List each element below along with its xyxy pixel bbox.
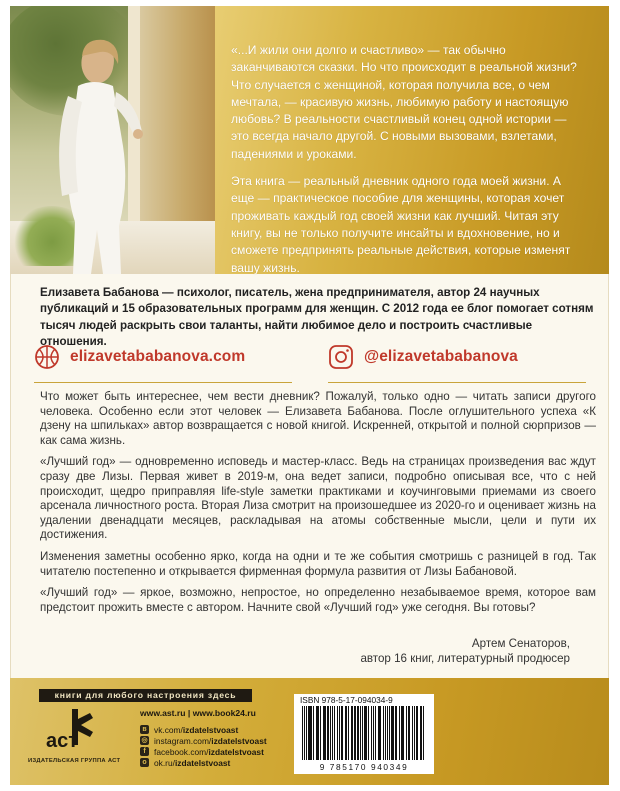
reviewer-role: автор 16 книг, литературный продюсер [360,651,570,665]
barcode-bar [304,706,305,760]
social-row-instagram[interactable]: ◎ instagram.com/izdatelstvoast [141,735,267,746]
barcode-bar [421,706,422,760]
barcode-bar [341,706,343,760]
barcode-bar [383,706,384,760]
facebook-icon: f [140,747,149,756]
social-links [10,344,609,384]
instagram-icon [328,344,354,370]
barcode-bar [408,706,409,760]
top-gold-band [10,6,609,274]
barcode-bar [306,706,307,760]
instagram-label: @elizavetababanova [364,348,518,365]
author-photo [10,6,215,274]
barcode-bar [368,706,369,760]
isbn-label: ISBN 978-5-17-094034-9 [300,695,393,705]
barcode-bar [416,706,418,760]
barcode-bar [379,706,381,760]
barcode-bar [366,706,367,760]
quote-paragraph: «...И жили они долго и счастливо» — так обычно заканчиваются сказки. Но что происходит в реальной жизни? Что случается с женщиной, которая получила все, о чем мечтала, — красивую жизнь, любимую работу и настоящую любовь? В реальности счастливый конец одной истории — это всегда начало другой. С новыми вызовами, взлетами, падениями и уроками. [231,43,577,161]
odnoklassniki-icon: о [140,758,149,767]
barcode-bar [414,706,415,760]
barcode-bar [348,706,349,760]
barcode-bar [402,706,403,760]
description-paragraph: Что может быть интереснее, чем вести дневник? Пожалуй, только одно — читать записи другого человека. Особенно если этот человек — Елизавета Бабанова. После оглушительного успеха «К дзену на шпильках» автор возвращается с новой книгой. Искренней, открытой и полной сюрпризов — как сама жизнь. [40,390,596,447]
barcode-bar [389,706,390,760]
divider [328,382,586,383]
website-label: elizavetababanova.com [70,348,246,365]
barcode-bar [334,706,335,760]
description-paragraph: «Лучший год» — яркое, возможно, непростое, но определенно незабываемое время, которое вам предстоит прожить вместе с автором. Начните свой «Лучший год» уже сегодня. Вы готовы? [40,586,596,614]
barcode-bar [393,706,394,760]
author-bio: Елизавета Бабанова — психолог, писатель, жена предпринимателя, автор 24 научных публикаций и 15 образовательных программ для женщин. С 2012 года ее блог помогает сотням тысяч людей раскрыть свои таланты, найти любимое дело и построить счастливые отношения. [40,286,594,349]
review-signature [340,637,570,666]
social-row-facebook[interactable]: f facebook.com/izdatelstvoast [140,746,267,757]
barcode-bar [395,706,397,760]
website-link[interactable] [34,344,245,370]
book-back-cover [10,6,609,785]
basketball-icon [34,344,60,370]
description-paragraph: «Лучший год» — одновременно исповедь и мастер-класс. Ведь на страницах произведения вас ждут сразу две Лизы. Первая живет в 2019-м, она ведет записи, подробно описывая все, что с ней происходит, щедро приправляя life-style заметки практиками и коучинговыми приемами из своего арсенала личностного роста. Вторая Лиза смотрит на произошедшее из 2020-го и оценивает жизнь на удалении двенадцати месяцев, раскладывая на атомы собственные мысли, цели и пути их достижения. [40,455,596,542]
blurb-quote [231,42,581,277]
barcode-bar [320,706,321,760]
book-description [40,390,596,615]
divider [34,382,292,383]
social-row-vk[interactable]: в vk.com/izdatelstvoast [140,724,267,735]
publisher-name: ИЗДАТЕЛЬСКАЯ ГРУППА АСТ [28,758,121,764]
barcode-number: 9 785170 940349 [319,762,409,772]
logo-text: аст [46,730,79,752]
barcode-bar [387,706,388,760]
barcode-bars [302,706,426,760]
bottom-gold-band [10,678,609,785]
social-row-ok[interactable]: о ok.ru/izdatelstvoast [140,757,267,768]
barcode-bar [360,706,361,760]
barcode-bar [423,706,424,760]
barcode-bar [352,706,353,760]
instagram-link[interactable] [328,344,518,370]
barcode-bar [311,706,312,760]
barcode-bar [362,706,363,760]
woman-figure [38,36,148,274]
barcode-bar [332,706,333,760]
instagram-icon: ◎ [141,737,148,744]
publisher-links [140,708,267,768]
barcode-bar [401,706,402,760]
barcode-bar [375,706,376,760]
vk-icon: в [140,725,149,734]
barcode-bar [318,706,319,760]
ast-logo [44,707,102,755]
barcode-bar [354,706,355,760]
quote-paragraph: Эта книга — реальный дневник одного года моей жизни. А еще — практическое пособие для женщины, которая хочет проживать каждый год своей жизни как лучший. Читая эту книгу, вы не только получите инсайты и вдохновение, но и сможете предпринять реальные действия, которые изменят вашу жизнь. [231,174,571,275]
publisher-sites[interactable]: www.ast.ru | www.book24.ru [140,708,256,718]
isbn-barcode [294,694,434,774]
barcode-bar [327,706,328,760]
barcode-bar [324,706,326,760]
barcode-bar [339,706,340,760]
publisher-tagline: книги для любого настроения здесь [39,689,252,702]
description-paragraph: Изменения заметны особенно ярко, когда на одни и те же события смотришь с разницей в год. Так читателю постепенно и открывается фирменная формула развития от Лизы Бабановой. [40,549,596,578]
barcode-bar [346,706,347,760]
barcode-bar [409,706,410,760]
barcode-bar [373,706,374,760]
barcode-bar [313,706,314,760]
reviewer-name: Артем Сенаторов, [471,637,570,650]
